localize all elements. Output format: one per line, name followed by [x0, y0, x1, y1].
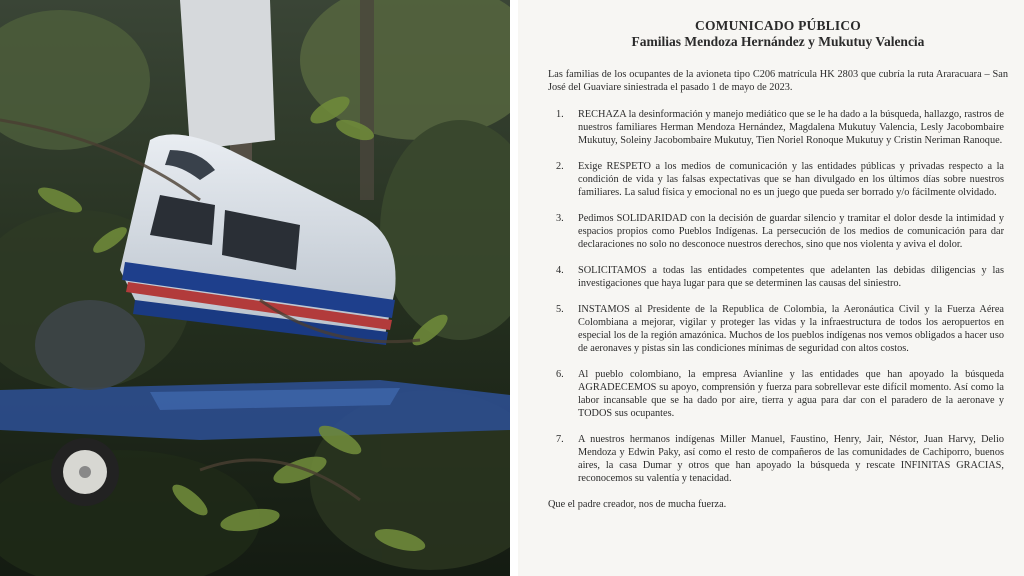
statement-list [548, 108, 1008, 485]
item-text: Exige RESPETO a los medios de comunicación y las entidades públicas y privadas respecto a la condición de vida y las falsas expectativas que se han divulgado en los últimos días sobre nuestros familiares. La salud física y emocional no es un juego que pueda ser borrado y/o fácilmente olvidado. [578, 161, 1004, 198]
item-number: 7. [556, 434, 564, 445]
item-text: RECHAZA la desinformación y manejo mediático que se le ha dado a la búsqueda, hallazgo, rastros de nuestros familiares Herman Mendoza Hernández, Magdalena Mukutuy Valencia, Lesly Jacobombaire Mukutuy, Soleiny Jacobombaire Mukutuy, Tien Noriel Ronoque Mukutuy y Cristin Neriman Ranoque. [578, 109, 1004, 146]
item-number: 3. [556, 213, 564, 224]
item-number: 4. [556, 265, 564, 276]
list-item [548, 108, 1008, 147]
public-statement-document [518, 0, 1024, 576]
list-item [548, 212, 1008, 251]
list-item [548, 160, 1008, 199]
item-text: A nuestros hermanos indígenas Miller Manuel, Faustino, Henry, Jair, Néstor, Juan Harvy, Delio Mendoza y Edwin Paky, así como el resto de compañeros de las comunidades de Cachiporro, buenos aires, la casa Dumar y otros que han apoyado la búsqueda y rescate INFINITAS GRACIAS, reconocemos su valentía y tenacidad. [578, 434, 1004, 484]
aircraft-wheel [51, 438, 119, 506]
plane-wreck-photo [0, 0, 510, 576]
list-item [548, 264, 1008, 290]
aircraft-tail [180, 0, 275, 150]
document-closing: Que el padre creador, nos de mucha fuerza. [548, 499, 727, 510]
list-item [548, 303, 1008, 355]
item-text: SOLICITAMOS a todas las entidades competentes que adelanten las debidas diligencias y las investigaciones que haya lugar para que se determinen las causas del siniestro. [578, 265, 1004, 289]
item-text: Al pueblo colombiano, la empresa Avianline y las entidades que han apoyado la búsqueda AGRADECEMOS su apoyo, comprensión y fuerza para sobrellevar este difícil momento. Así como la labor incansable que se ha dado por aire, tierra y agua para dar con el paradero de la aeronave y TODOS sus ocupantes. [578, 369, 1004, 419]
list-item [548, 368, 1008, 420]
divider [510, 0, 518, 576]
document-subtitle: Familias Mendoza Hernández y Mukutuy Valencia [631, 34, 925, 49]
blue-wing [0, 380, 510, 440]
item-number: 5. [556, 304, 564, 315]
item-number: 1. [556, 109, 564, 120]
engine-part [35, 300, 145, 390]
item-text: Pedimos SOLIDARIDAD con la decisión de guardar silencio y tramitar el dolor desde la intimidad y espacios propios como Pueblos Indígenas. La persecución de los medios de comunicación para dar declaraciones no solo no desconoce nuestros derechos, sino que nos violenta y aviva el dolor. [578, 213, 1004, 250]
item-text: INSTAMOS al Presidente de la Republica de Colombia, la Aeronáutica Civil y la Fuerza Aérea Colombiana a mejorar, vigilar y proteger las vidas y la infraestructura de todos los aeropuertos en especial los de la región amazónica. Muchos de los pueblos indígenas nos vemos obligados a hacer uso de aeronaves y pistas sin las condiciones mínimas de seguridad con altos costos. [578, 304, 1004, 354]
list-item [548, 433, 1008, 485]
item-number: 2. [556, 161, 564, 172]
document-title: COMUNICADO PÚBLICO [695, 18, 861, 33]
jungle-scene [0, 0, 510, 576]
document-intro: Las familias de los ocupantes de la avioneta tipo C206 matrícula HK 2803 que cubría la ruta Araracuara – San José del Guaviare siniestrada el pasado 1 de mayo de 2023. [548, 69, 1008, 93]
item-number: 6. [556, 369, 564, 380]
